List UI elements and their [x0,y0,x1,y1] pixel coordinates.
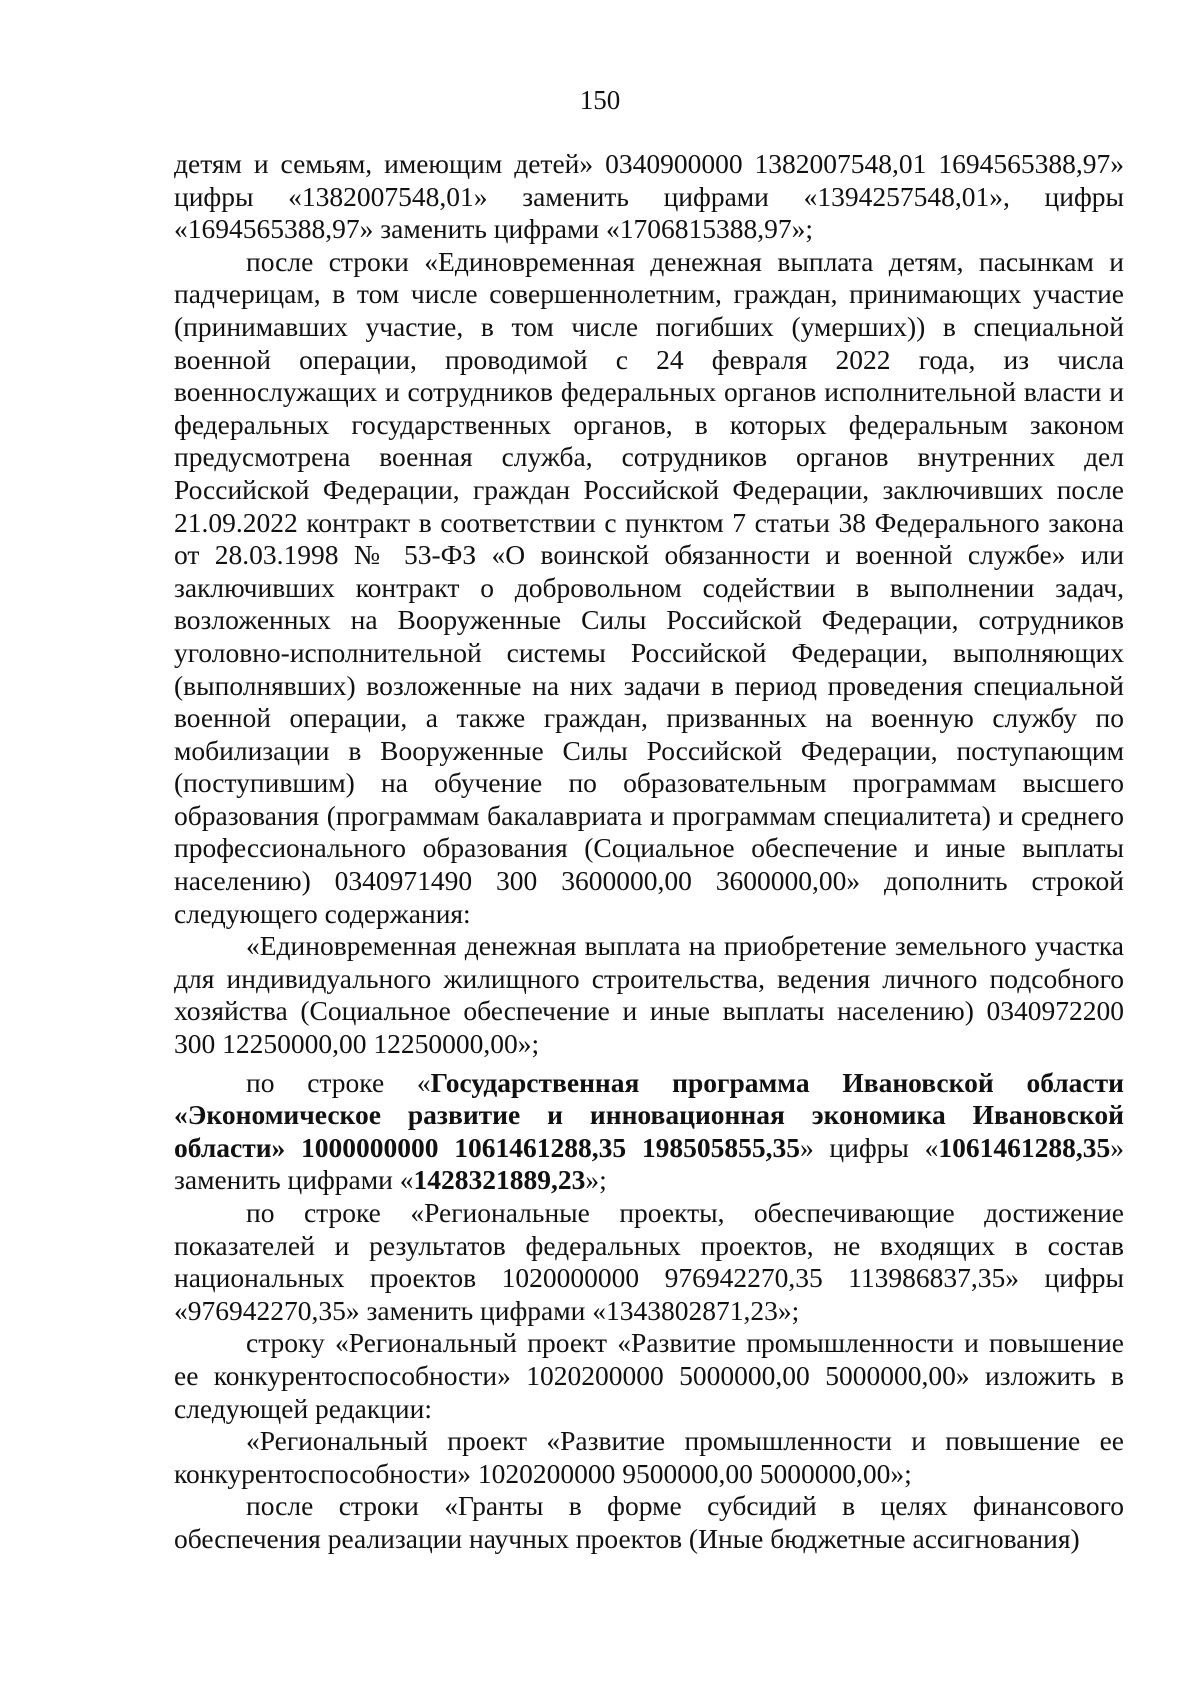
text-run: детям и семьям, имеющим детей» 0340900000 1382007548,01 1694565388,97» цифры «1382007548,01» заменить цифрами «1394257548,01», цифры «1694565388,97» заменить цифрами «1706815388,97»; [174,148,1124,245]
text-run: после строки «Единовременная денежная выплата детям, пасынкам и падчерицам, в том числе совершеннолетним, граждан, принимающих участие (принимавших участие, в том числе погибших (умерших)) в специальной военной операции, проводимой с 24 февраля 2022 года, из числа военнослужащих и сотрудников федеральных органов исполнительной власти и федеральных государственных органов, в которых федеральным законом предусмотрена военная служба, сотрудников органов внутренних дел Российской Федерации, граждан Российской Федерации, заключивших после 21.09.2022 контракт в соответствии с пунктом 7 статьи 38 Федерального закона от 28.03.1998 № 53-ФЗ «О воинской обязанности и военной службе» или заключивших контракт о добровольном содействии в выполнении задач, возложенных на Вооруженные Силы Российской Федерации, сотрудников уголовно-исполнительной системы Российской Федерации, выполняющих (выполнявших) возложенные на них задачи в период проведения специальной военной операции, а также граждан, призванных на военную службу по мобилизации в Вооруженные Силы Российской Федерации, поступающим (поступившим) на обучение по образовательным программам высшего образования (программам бакалавриата и программам специалитета) и среднего профессионального образования (Социальное обеспечение и иные выплаты населению) 0340971490 300 3600000,00 3600000,00» дополнить строкой следующего содержания: [174,245,1124,929]
bold-text-run: 1428321889,23 [413,1164,586,1196]
paragraph [174,148,1124,246]
text-run: строку «Региональный проект «Развитие промышленности и повышение ее конкурентоспособности» 1020200000 5000000,00 5000000,00» изложить в следующей редакции: [174,1327,1124,1424]
paragraph [174,1425,1124,1490]
text-run: после строки «Гранты в форме субсидий в целях финансового обеспечения реализации научных проектов (Иные бюджетные ассигнования) [174,1490,1124,1554]
text-run: по строке « [246,1066,431,1098]
paragraph [174,1067,1124,1197]
paragraph [174,1327,1124,1425]
paragraph [174,1490,1124,1555]
text-run: «Региональный проект «Развитие промышленности и повышение ее конкурентоспособности» 1020200000 9500000,00 5000000,00»; [174,1425,1124,1489]
text-run: »; [585,1164,607,1196]
text-run: «Единовременная денежная выплата на приобретение земельного участка для индивидуального жилищного строительства, ведения личного подсобного хозяйства (Социальное обеспечение и иные выплаты населению) 0340972200 300 12250000,00 12250000,00»; [174,930,1124,1060]
bold-text-run: 1061461288,35 [938,1131,1111,1163]
text-run: по строке «Региональные проекты, обеспечивающие достижение показателей и результатов федеральных проектов, не входящих в состав национальных проектов 1020000000 976942270,35 113986837,35» цифры «976942270,35» заменить цифрами «1343802871,23»; [174,1197,1124,1326]
page-number: 150 [579,85,621,115]
paragraph [174,246,1124,930]
paragraph [174,930,1124,1060]
document-body [174,148,1124,1556]
paragraph [174,1197,1124,1327]
bold-text-run: Государственная программа Ивановской области «Экономическое развитие и инновационная экономика Ивановской области» 1000000000 1061461288,35 198505855,35 [174,1066,1124,1163]
text-run: » цифры « [799,1131,939,1163]
text-run: » заменить цифрами « [174,1131,1124,1196]
